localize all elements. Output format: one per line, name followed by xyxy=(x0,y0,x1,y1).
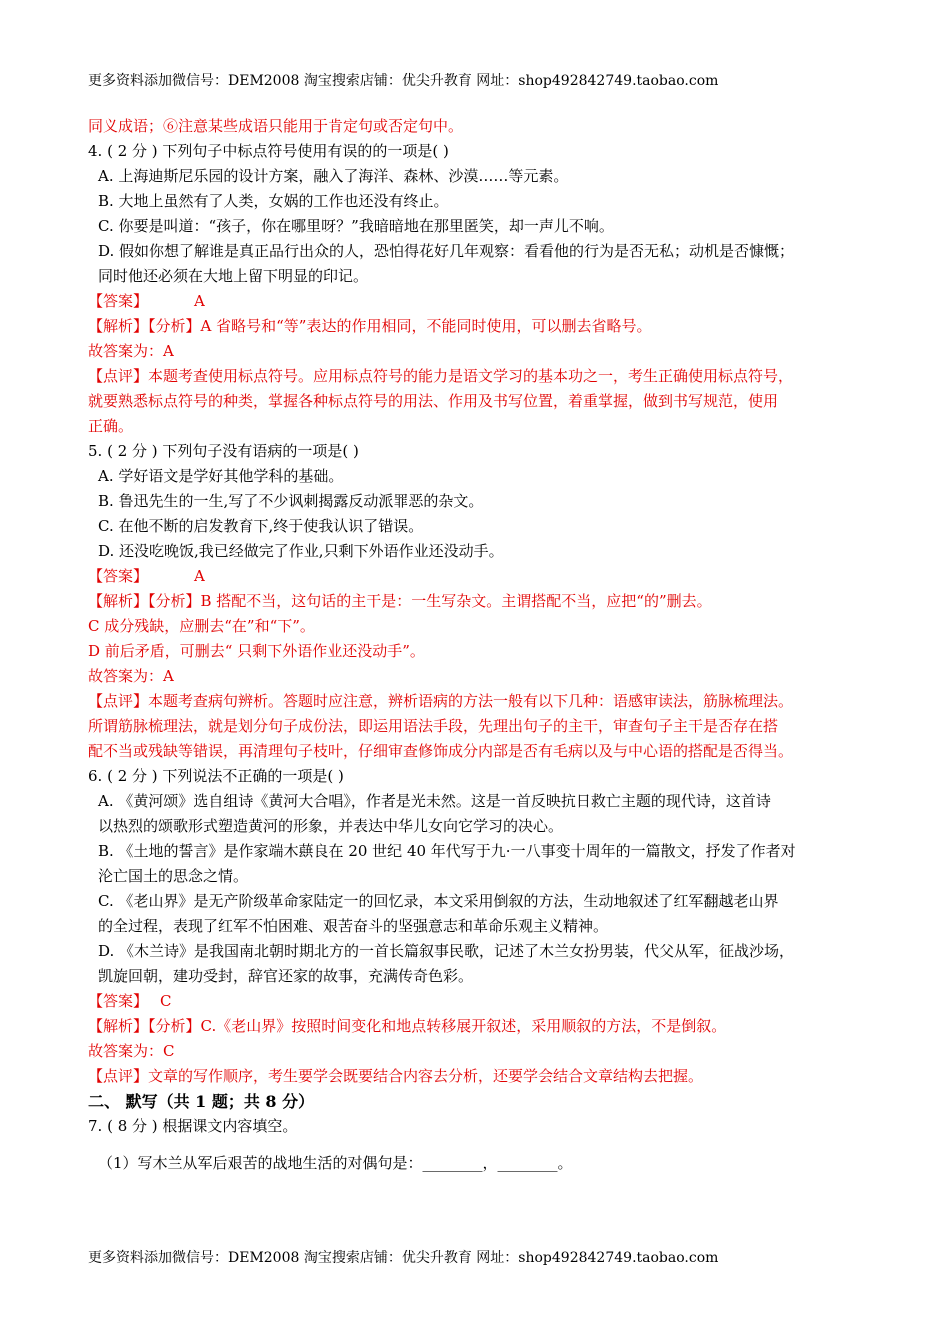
q4-answer-label: 【答案】 xyxy=(88,292,149,310)
q4-option-d-line2: 同时他还必须在大地上留下明显的印记。 xyxy=(98,267,369,285)
q6-comment: 【点评】文章的写作顺序，考生要学会既要结合内容去分析，还要学会结合文章结构去把握。 xyxy=(88,1067,704,1085)
q6-option-b-line2: 沦亡国土的思念之情。 xyxy=(98,867,249,885)
q6-option-a-line1: A. 《黄河颂》选自组诗《黄河大合唱》，作者是光未然。这是一首反映抗日救亡主题的现代诗，这首诗 xyxy=(98,792,771,810)
q6-option-c-line1: C. 《老山界》是无产阶级革命家陆定一的回忆录，本文采用倒叙的方法，生动地叙述了红军翻越老山界 xyxy=(98,892,779,910)
q5-analysis-line2: C 成分残缺，应删去“在”和“下”。 xyxy=(88,617,315,635)
q6-option-d-line2: 凯旋回朝，建功受封，辞官还家的故事，充满传奇色彩。 xyxy=(98,967,474,985)
q5-option-a: A. 学好语文是学好其他学科的基础。 xyxy=(98,467,344,485)
q5-comment-line1: 【点评】本题考查病句辨析。答题时应注意，辨析语病的方法一般有以下几种：语感审读法，筋脉梳理法。 xyxy=(88,692,794,710)
q5-comment-line3: 配不当或残缺等错误，再清理句子枝叶，仔细审查修饰成分内部是否有毛病以及与中心语的搭配是否得当。 xyxy=(88,742,794,760)
q6-option-a-line2: 以热烈的颂歌形式塑造黄河的形象，并表达中华儿女向它学习的决心。 xyxy=(98,817,564,835)
q5-comment-line2: 所谓筋脉梳理法，就是划分句子成份法，即运用语法手段，先理出句子的主干，审查句子主干是否存在搭 xyxy=(88,717,779,735)
q6-stem: 6. ( 2 分 ) 下列说法不正确的一项是( ) xyxy=(88,767,344,785)
q5-analysis-line3: D 前后矛盾，可删去“ 只剩下外语作业还没动手”。 xyxy=(88,642,425,660)
q4-comment-line1: 【点评】本题考查使用标点符号。应用标点符号的能力是语文学习的基本功之一，考生正确使用标点符号， xyxy=(88,367,794,385)
q4-answer-value: A xyxy=(194,292,205,310)
q5-stem: 5. ( 2 分 ) 下列句子没有语病的一项是( ) xyxy=(88,442,359,460)
q4-option-a: A. 上海迪斯尼乐园的设计方案，融入了海洋、森林、沙漠……等元素。 xyxy=(98,167,569,185)
q4-option-d-line1: D. 假如你想了解谁是真正品行出众的人，恐怕得花好几年观察：看看他的行为是否无私；动机是否慷慨； xyxy=(98,242,795,260)
q6-option-d-line1: D. 《木兰诗》是我国南北朝时期北方的一首长篇叙事民歌，记述了木兰女扮男装，代父从军，征战沙场， xyxy=(98,942,795,960)
q5-answer-value: A xyxy=(194,567,205,585)
page-header: 更多资料添加微信号：DEM2008 淘宝搜索店铺：优尖升教育 网址：shop492842749.taobao.com xyxy=(88,73,719,89)
q7-stem: 7. ( 8 分 ) 根据课文内容填空。 xyxy=(88,1117,298,1135)
page-footer: 更多资料添加微信号：DEM2008 淘宝搜索店铺：优尖升教育 网址：shop492842749.taobao.com xyxy=(88,1250,719,1266)
q6-answer-label: 【答案】 xyxy=(88,992,149,1010)
q6-conclusion: 故答案为：C xyxy=(88,1042,175,1060)
q6-answer-value: C xyxy=(160,992,172,1010)
q4-option-c: C. 你要是叫道：“孩子，你在哪里呀？”我暗暗地在那里匿笑，却一声儿不响。 xyxy=(98,217,614,235)
q4-conclusion: 故答案为：A xyxy=(88,342,174,360)
q5-option-b: B. 鲁迅先生的一生,写了不少讽刺揭露反动派罪恶的杂文。 xyxy=(98,492,484,510)
q5-analysis-line1: 【解析】【分析】B 搭配不当，这句话的主干是：一生写杂文。主谓搭配不当，应把“的”删去。 xyxy=(88,592,712,610)
q4-comment-line3: 正确。 xyxy=(88,417,134,435)
q4-comment-line2: 就要熟悉标点符号的种类，掌握各种标点符号的用法、作用及书写位置，着重掌握，做到书写规范，使用 xyxy=(88,392,779,410)
q5-answer-label: 【答案】 xyxy=(88,567,149,585)
q5-conclusion: 故答案为：A xyxy=(88,667,174,685)
document-body xyxy=(88,114,878,1176)
q5-option-d: D. 还没吃晚饭,我已经做完了作业,只剩下外语作业还没动手。 xyxy=(98,542,504,560)
intro-tail: 同义成语；⑥注意某些成语只能用于肯定句或否定句中。 xyxy=(88,117,464,135)
q7-subquestion-1: （1）写木兰从军后艰苦的战地生活的对偶句是：________，________。 xyxy=(98,1154,573,1172)
q4-option-b: B. 大地上虽然有了人类，女娲的工作也还没有终止。 xyxy=(98,192,449,210)
section-2-heading: 二、 默写（共 1 题；共 8 分） xyxy=(88,1092,315,1111)
q6-answer xyxy=(88,989,878,1014)
q4-stem: 4. ( 2 分 ) 下列句子中标点符号使用有误的的一项是( ) xyxy=(88,142,449,160)
q6-option-b-line1: B. 《土地的誓言》是作家端木蕻良在 20 世纪 40 年代写于九·一八事变十周年的一篇散文，抒发了作者对 xyxy=(98,842,796,860)
q5-option-c: C. 在他不断的启发教育下,终于使我认识了错误。 xyxy=(98,517,424,535)
q6-option-c-line2: 的全过程，表现了红军不怕困难、艰苦奋斗的坚强意志和革命乐观主义精神。 xyxy=(98,917,609,935)
q5-answer xyxy=(88,564,878,589)
q4-analysis: 【解析】【分析】A 省略号和“等”表达的作用相同，不能同时使用，可以删去省略号。 xyxy=(88,317,652,335)
q4-answer xyxy=(88,289,878,314)
q6-analysis: 【解析】【分析】C.《老山界》按照时间变化和地点转移展开叙述，采用顺叙的方法，不是倒叙。 xyxy=(88,1017,727,1035)
spacer xyxy=(88,1139,878,1151)
